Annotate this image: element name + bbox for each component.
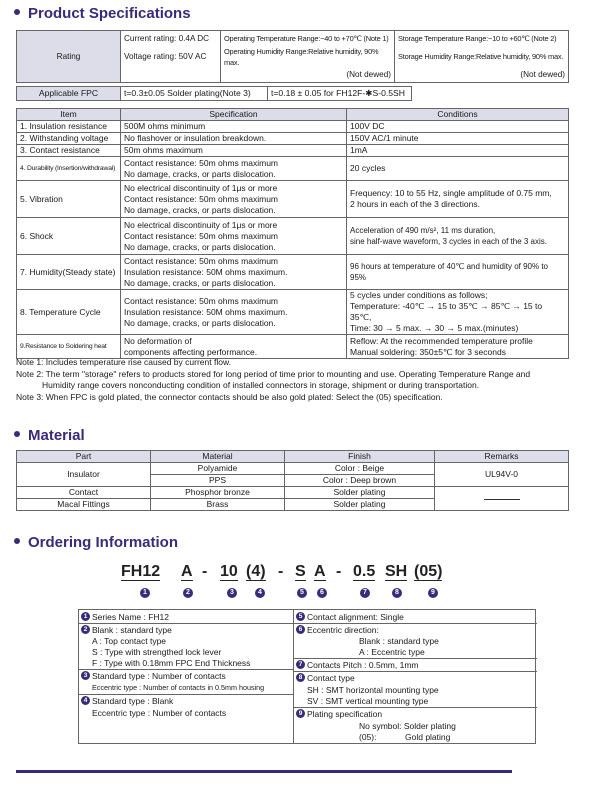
marker-dot: 2 [81,625,90,634]
ord-right-7: SH : SMT horizontal mounting type [307,685,439,695]
cell-line: Contact resistance: 50m ohms maximum [124,295,278,306]
cell-line: Temperature: -40℃ → 15 to 35℃ → 85℃ → 15 to 35℃, [350,301,543,322]
note-1: Note 1: Includes temperature rise caused by current flow. [16,357,231,367]
cell-line: Time: 30 → 5 max. → 30 → 5 max.(minutes) [350,323,519,333]
code-part: S [295,563,306,580]
code-part: A [181,563,193,580]
spec-conditions [347,157,569,181]
code-series [121,563,160,581]
cell-line: 150V AC/1 minute [350,133,419,143]
cell-line: No damage, cracks, or parts dislocation. [124,317,276,328]
spec-row [17,157,569,181]
insulator-material2: PPS [151,475,285,487]
row-divider [79,623,293,624]
current-rating: Current rating: 0.4A DC [121,31,221,46]
mat-header-finish: Finish [285,451,435,463]
line-text: Standard type : Blank [92,696,174,706]
insulator-finish2: Color : Deep brown [285,475,435,487]
line-text: Series Name : FH12 [92,612,169,622]
spec-item: 7. Humidity(Steady state) [17,255,121,290]
spec-row [17,218,569,255]
cell-line: sine half-wave waveform, 3 cycles in each of the 3 axis. [350,237,547,246]
code-eccentric-direction [314,563,326,581]
dash-line [484,499,520,500]
ord-right-2 [296,625,379,635]
line-text: Contact alignment: Single [307,612,404,622]
ord-right-9 [296,709,382,719]
spec-item: 9.Resistance to Soldering heat [17,335,121,359]
row-divider [79,694,293,695]
contact-finish: Solder plating [285,487,435,499]
operating-humidity: Operating Humidity Range:Relative humidity, 90% max. [221,46,395,68]
line-text: Standard type : Number of contacts [92,671,226,681]
marker-1: 1 [140,588,150,598]
spec-specification [121,218,347,255]
ord-right-3: Blank : standard type [359,636,439,646]
spec-item: 1. Insulation resistance [17,121,121,133]
ord-right-11b: Gold plating [405,732,451,742]
ord-left-4: S : Type with strengthed lock lever [92,647,222,657]
operating-temp: Operating Temperature Range:−40 to +70℃ (Note 1) [221,31,395,46]
cell-line: No damage, cracks, or parts dislocation. [124,277,276,288]
ord-left-6 [81,671,226,681]
operating-not-dewed: (Not dewed) [221,68,395,83]
ordering-details-box [78,609,536,744]
cell-line: Manual soldering: 350±5℃ for 3 seconds [350,346,506,357]
cell-line: Insulation resistance: 50M ohms maximum. [124,266,288,277]
remarks-dash [435,487,569,511]
marker-4: 4 [255,588,265,598]
applicable-fpc-value2: t=0.18 ± 0.05 for FH12F-✱S-0.5SH [268,87,412,101]
cell-line: No flashover or insulation breakdown. [124,133,267,143]
cell-line: No deformation of [124,335,192,346]
code-part: (4) [246,563,266,580]
column-divider [293,610,294,743]
code-part: 10 [220,563,238,580]
applicable-fpc-value1: t=0.3±0.05 Solder plating(Note 3) [121,87,268,101]
note-3: Note 3: When FPC is gold plated, the connector contacts should be also gold plated: Select the (05) specification. [16,391,443,402]
fittings-material: Brass [151,499,285,511]
fittings-part: Macal Fittings [17,499,151,511]
marker-3: 3 [227,588,237,598]
spec-specification [121,121,347,133]
marker-dot: 8 [296,673,305,682]
storage-temp: Storage Temperature Range:−10 to +60℃ (Note 2) [395,31,569,46]
ord-left-3: A : Top contact type [92,636,167,646]
spec-row [17,290,569,335]
cell-line: Contact resistance: 50m ohms maximum [124,255,278,266]
code-alignment [295,563,306,581]
spec-conditions [347,290,569,335]
spec-header-specification: Specification [121,109,347,121]
spec-row [17,133,569,145]
cell-line: No electrical discontinuity of 1μs or more [124,182,278,193]
marker-7: 7 [360,588,370,598]
cell-line: Frequency: 10 to 55 Hz, single amplitude of 0.75 mm, [350,188,552,198]
code-plating [414,563,442,581]
spec-conditions [347,133,569,145]
code-contact-type [385,563,407,581]
ord-left-9: Eccentric type : Number of contacts [92,708,227,718]
code-part: SH [385,563,408,580]
cell-line: Reflow: At the recommended temperature profile [350,335,533,346]
insulator-finish1: Color : Beige [285,463,435,475]
marker-dot: 9 [296,709,305,718]
heading-text: Product Specifications [28,5,191,22]
rating-table [16,30,569,83]
contact-material: Phosphor bronze [151,487,285,499]
row-divider [294,707,537,708]
marker-dot: 7 [296,660,305,669]
spec-specification [121,133,347,145]
mat-header-part: Part [17,451,151,463]
marker-dot: 4 [81,696,90,705]
marker-8: 8 [392,588,402,598]
applicable-fpc-table [16,86,412,101]
bullet-icon [14,431,20,437]
specification-table [16,108,569,359]
spec-row [17,335,569,359]
applicable-fpc-label: Applicable FPC [17,87,121,101]
spec-row [17,181,569,218]
spec-header-item: Item [17,109,121,121]
ord-left-7: Eccentric type : Number of contacts in 0.5mm housing [92,683,265,692]
spec-header-conditions: Conditions [347,109,569,121]
fittings-finish: Solder plating [285,499,435,511]
material-table [16,450,569,511]
spec-item: 4. Durability (Insertion/withdrawal) [17,157,121,181]
cell-line: 96 hours at temperature of 40℃ and humidity of 90% to 95% [350,262,548,282]
storage-not-dewed: (Not dewed) [395,68,569,83]
spec-row [17,145,569,157]
line-text: Contact type [307,673,355,683]
spec-conditions [347,255,569,290]
line-text: Blank : standard type [92,625,172,635]
ord-right-8: SV : SMT vertical mounting type [307,696,429,706]
insulator-part: Insulator [17,463,151,487]
rating-label: Rating [17,31,121,83]
marker-2: 2 [183,588,193,598]
spec-row [17,255,569,290]
ord-right-1 [296,612,404,622]
insulator-material1: Polyamide [151,463,285,475]
marker-6: 6 [317,588,327,598]
code-dash1: - [202,563,208,580]
ord-right-4: A : Eccentric type [359,647,425,657]
row-divider [294,658,537,659]
spec-conditions [347,145,569,157]
ord-right-10: No symbol: Solder plating [359,721,456,731]
cell-line: No electrical discontinuity of 1μs or more [124,219,278,230]
voltage-rating: Voltage rating: 50V AC [121,46,221,68]
code-dash2: - [278,563,284,580]
cell-line: Acceleration of 490 m/s², 11 ms duration, [350,226,496,235]
line-text: Contacts Pitch : 0.5mm, 1mm [307,660,419,670]
spec-conditions [347,121,569,133]
cell-line: 500M ohms minimum [124,121,206,131]
spec-specification [121,255,347,290]
ord-right-5 [296,660,418,670]
marker-dot: 1 [81,612,90,621]
ord-left-1 [81,612,169,622]
cell-line: 20 cycles [350,163,386,173]
cell-line: 1mA [350,145,368,155]
code-eccentric-contacts [246,563,266,581]
spec-item: 3. Contact resistance [17,145,121,157]
cell-line: No damage, cracks, or parts dislocation. [124,168,276,179]
spec-item: 8. Temperature Cycle [17,290,121,335]
note-2: Note 2: The term "storage" refers to products stored for long period of time prior to mounting and use. Operating Temperature Range and [16,368,531,379]
contact-part: Contact [17,487,151,499]
spec-item: 2. Withstanding voltage [17,133,121,145]
spec-conditions [347,181,569,218]
code-type [181,563,193,581]
cell-line: No damage, cracks, or parts dislocation. [124,204,276,215]
marker-dot: 5 [296,612,305,621]
bullet-icon [14,538,20,544]
storage-humidity: Storage Humidity Range:Relative humidity, 90% max. [395,46,569,68]
ord-right-6 [296,673,355,683]
ord-left-2 [81,625,172,635]
row-divider [294,623,537,624]
mat-header-material: Material [151,451,285,463]
heading-text: Material [28,427,85,444]
ordering-heading [14,534,178,551]
cell-line: Insulation resistance: 50M ohms maximum. [124,306,288,317]
spec-item: 5. Vibration [17,181,121,218]
mat-header-remarks: Remarks [435,451,569,463]
code-contacts [220,563,238,581]
cell-line: 2 hours in each of the 3 directions. [350,199,480,209]
cell-line: 5 cycles under conditions as follows; [350,290,488,300]
empty-cell [121,68,221,83]
marker-9: 9 [428,588,438,598]
code-part: A [314,563,326,580]
cell-line: No damage, cracks, or parts dislocation. [124,241,276,252]
marker-dot: 6 [296,625,305,634]
cell-line: components affecting performance. [124,346,258,357]
spec-conditions [347,335,569,359]
cell-line: Contact resistance: 50m ohms maximum [124,193,278,204]
cell-line: Contact resistance: 50m ohms maximum [124,230,278,241]
code-dash3: - [336,563,342,580]
spec-specification [121,181,347,218]
material-heading [14,427,85,444]
marker-5: 5 [297,588,307,598]
line-text: Plating specification [307,709,383,719]
bottom-rule [16,770,512,773]
code-part: (05) [414,563,443,580]
spec-body [17,121,569,359]
spec-specification [121,290,347,335]
ord-right-11a: (05): [359,732,377,742]
bullet-icon [14,9,20,15]
spec-specification [121,335,347,359]
insulator-remarks: UL94V-0 [435,463,569,487]
code-part: 0.5 [353,563,376,580]
note-2-continued: Humidity range covers nonconducting condition of installed connectors in storage, shipment or during transportation. [42,380,480,391]
product-specifications-heading [14,5,191,22]
spec-row [17,121,569,133]
code-pitch [353,563,375,581]
marker-dot: 3 [81,671,90,680]
spec-specification [121,145,347,157]
cell-line: 100V DC [350,121,385,131]
code-part: FH12 [121,563,161,580]
ord-left-5: F : Type with 0.18mm FPC End Thickness [92,658,251,668]
spec-specification [121,157,347,181]
spec-item: 6. Shock [17,218,121,255]
heading-text: Ordering Information [28,534,178,551]
cell-line: Contact resistance: 50m ohms maximum [124,157,278,168]
line-text: Eccentric direction: [307,625,379,635]
spec-conditions [347,218,569,255]
row-divider [79,669,293,670]
spec-notes [16,357,596,403]
cell-line: 50m ohms maximum [124,145,203,155]
ord-left-8 [81,696,173,706]
row-divider [294,671,537,672]
